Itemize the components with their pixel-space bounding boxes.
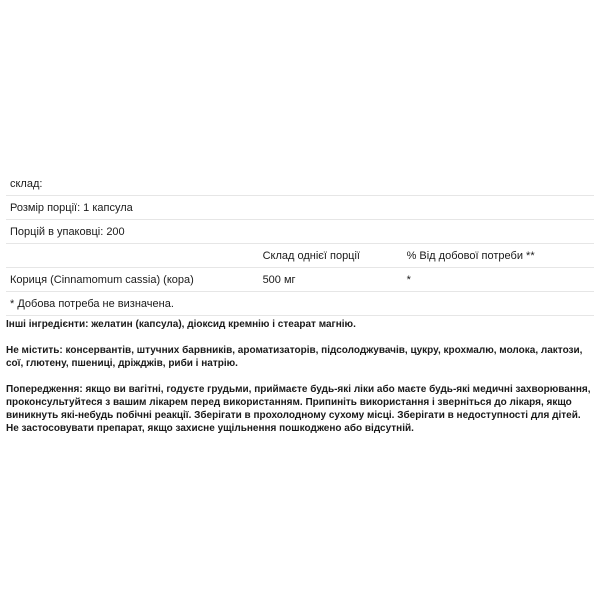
does-not-contain: Не містить: консервантів, штучних барвників, ароматизаторів, підсолоджувачів, цукру, крохмалю, молока, лактози, сої, глютену, пшениці, дріжджів, риби і натрію. bbox=[6, 345, 583, 369]
ingredient-name: Кориця (Cinnamomum cassia) (кора) bbox=[6, 268, 259, 292]
table-row bbox=[6, 268, 594, 292]
table-row bbox=[6, 196, 594, 220]
servings-per-container: Порцій в упаковці: 200 bbox=[6, 220, 594, 244]
header-blank bbox=[6, 244, 259, 268]
ingredient-amount: 500 мг bbox=[259, 268, 403, 292]
table-row bbox=[6, 172, 594, 196]
ingredient-daily-value: * bbox=[403, 268, 594, 292]
composition-label: склад: bbox=[6, 172, 594, 196]
other-ingredients: Інші інгредієнти: желатин (капсула), діоксид кремнію і стеарат магнію. bbox=[6, 319, 356, 330]
header-amount: Склад однієї порції bbox=[259, 244, 403, 268]
header-daily-value: % Від добової потреби ** bbox=[403, 244, 594, 268]
table-row bbox=[6, 292, 594, 316]
table-header-row bbox=[6, 244, 594, 268]
footnote: * Добова потреба не визначена. bbox=[6, 292, 594, 316]
table-row bbox=[6, 220, 594, 244]
warning-text: Попередження: якщо ви вагітні, годуєте грудьми, приймаєте будь-які ліки або маєте будь-які медичні захворювання, проконсультуйтеся з вашим лікарем перед використанням. Припиніть використання і зверніться до лікаря, якщо виникнуть які-небудь побічні реакції. Зберігати в прохолодному сухому місці. Зберігати в недоступності для дітей. Не застосовувати препарат, якщо захисне ущільнення пошкоджено або відсутній. bbox=[6, 384, 591, 434]
supplement-facts-table bbox=[6, 172, 594, 316]
notes-section bbox=[6, 318, 594, 448]
serving-size: Розмір порції: 1 капсула bbox=[6, 196, 594, 220]
